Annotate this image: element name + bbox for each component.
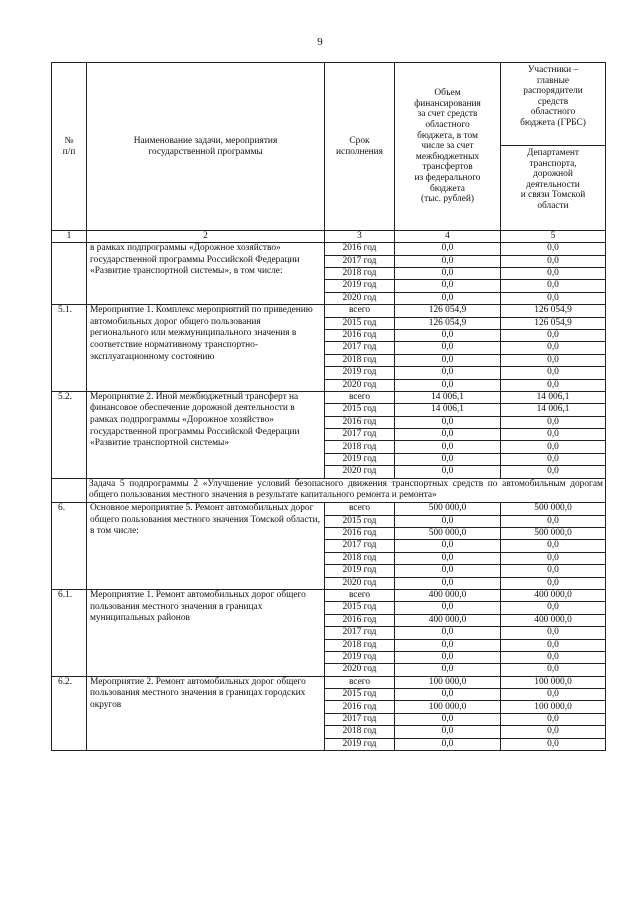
funding-cell: 0,0 [395, 515, 501, 527]
term-cell: 2019 год [325, 738, 395, 750]
funding-cell: 100 000,0 [395, 701, 501, 713]
term-cell: 2020 год [325, 466, 395, 478]
funding-cell: 0,0 [395, 627, 501, 639]
participant-cell: 14 006,1 [501, 391, 606, 403]
term-cell: 2019 год [325, 367, 395, 379]
funding-cell: 0,0 [395, 342, 501, 354]
participant-cell: 100 000,0 [501, 701, 606, 713]
term-cell: 2019 год [325, 651, 395, 663]
funding-cell: 0,0 [395, 565, 501, 577]
term-cell: 2016 год [325, 701, 395, 713]
table-row [52, 391, 606, 403]
participant-cell: 0,0 [501, 255, 606, 267]
funding-cell: 500 000,0 [395, 503, 501, 515]
funding-cell: 126 054,9 [395, 305, 501, 317]
participant-cell: 0,0 [501, 664, 606, 676]
participant-cell: 0,0 [501, 540, 606, 552]
term-cell: 2020 год [325, 577, 395, 589]
term-cell: 2016 год [325, 329, 395, 341]
funding-cell: 100 000,0 [395, 676, 501, 688]
funding-cell: 0,0 [395, 267, 501, 279]
term-cell: 2020 год [325, 292, 395, 304]
participant-cell: 0,0 [501, 453, 606, 465]
term-cell: всего [325, 676, 395, 688]
term-cell: 2018 год [325, 552, 395, 564]
participant-cell: 0,0 [501, 429, 606, 441]
program-table [51, 62, 606, 751]
term-cell: 2017 год [325, 713, 395, 725]
participant-cell: 400 000,0 [501, 614, 606, 626]
column-number: 2 [87, 231, 325, 243]
funding-cell: 126 054,9 [395, 317, 501, 329]
participant-cell: 0,0 [501, 466, 606, 478]
funding-cell: 0,0 [395, 416, 501, 428]
table-row [52, 305, 606, 317]
item-description: в рамках подпрограммы «Дорожное хозяйство» государственной программы Российской Федерации «Развитие транспортной системы», в том числе: [87, 243, 325, 305]
funding-cell: 0,0 [395, 602, 501, 614]
participant-cell: 0,0 [501, 552, 606, 564]
funding-cell: 0,0 [395, 292, 501, 304]
participant-cell: 0,0 [501, 416, 606, 428]
participant-cell: 0,0 [501, 602, 606, 614]
participant-cell: 500 000,0 [501, 528, 606, 540]
participant-cell: 0,0 [501, 651, 606, 663]
column-number: 4 [395, 231, 501, 243]
participant-cell: 0,0 [501, 577, 606, 589]
funding-cell: 14 006,1 [395, 404, 501, 416]
task-row [52, 478, 606, 503]
item-number: 6. [52, 503, 87, 590]
participant-cell: 126 054,9 [501, 305, 606, 317]
funding-cell: 400 000,0 [395, 589, 501, 601]
item-number [52, 243, 87, 305]
participant-cell: 0,0 [501, 342, 606, 354]
header-row [52, 63, 606, 146]
term-cell: 2016 год [325, 614, 395, 626]
participant-cell: 0,0 [501, 515, 606, 527]
term-cell: 2017 год [325, 627, 395, 639]
header-name: Наименование задачи, мероприятия государственной программы [87, 63, 325, 231]
participant-cell: 500 000,0 [501, 503, 606, 515]
term-cell: 2020 год [325, 379, 395, 391]
funding-cell: 0,0 [395, 639, 501, 651]
funding-cell: 0,0 [395, 466, 501, 478]
term-cell: 2017 год [325, 342, 395, 354]
term-cell: 2018 год [325, 354, 395, 366]
term-cell: всего [325, 503, 395, 515]
funding-cell: 500 000,0 [395, 528, 501, 540]
funding-cell: 0,0 [395, 577, 501, 589]
term-cell: 2015 год [325, 317, 395, 329]
funding-cell: 0,0 [395, 280, 501, 292]
funding-cell: 0,0 [395, 713, 501, 725]
funding-cell: 0,0 [395, 329, 501, 341]
participant-cell: 0,0 [501, 280, 606, 292]
participant-cell: 126 054,9 [501, 317, 606, 329]
participant-cell: 100 000,0 [501, 676, 606, 688]
participant-cell: 0,0 [501, 726, 606, 738]
term-cell: 2015 год [325, 689, 395, 701]
header-number: № п/п [52, 63, 87, 231]
column-number: 3 [325, 231, 395, 243]
participant-cell: 0,0 [501, 689, 606, 701]
participant-cell: 0,0 [501, 441, 606, 453]
participant-cell: 0,0 [501, 379, 606, 391]
term-cell: 2015 год [325, 404, 395, 416]
page-number: 9 [317, 36, 323, 48]
participant-cell: 0,0 [501, 565, 606, 577]
header-participants: Участники – главные распорядители средств областного бюджета (ГРБС) [501, 63, 606, 146]
term-cell: 2018 год [325, 639, 395, 651]
funding-cell: 0,0 [395, 726, 501, 738]
term-cell: 2015 год [325, 602, 395, 614]
funding-cell: 0,0 [395, 255, 501, 267]
table-row [52, 503, 606, 515]
item-number: 6.1. [52, 589, 87, 676]
funding-cell: 0,0 [395, 243, 501, 255]
item-description: Мероприятие 1. Комплекс мероприятий по приведению автомобильных дорог общего пользования регионального или межмуниципального значения в соответствие нормативному транспортно-эксплуатационному состоянию [87, 305, 325, 392]
term-cell: 2019 год [325, 453, 395, 465]
participant-cell: 400 000,0 [501, 589, 606, 601]
item-number: 5.2. [52, 391, 87, 478]
task-number-cell [52, 478, 87, 503]
column-number: 5 [501, 231, 606, 243]
participant-cell: 0,0 [501, 639, 606, 651]
term-cell: всего [325, 589, 395, 601]
term-cell: 2017 год [325, 255, 395, 267]
funding-cell: 0,0 [395, 651, 501, 663]
header-term: Срок исполнения [325, 63, 395, 231]
term-cell: 2020 год [325, 664, 395, 676]
term-cell: 2016 год [325, 243, 395, 255]
funding-cell: 0,0 [395, 738, 501, 750]
funding-cell: 14 006,1 [395, 391, 501, 403]
table-row [52, 589, 606, 601]
participant-cell: 0,0 [501, 267, 606, 279]
participant-cell: 0,0 [501, 367, 606, 379]
task-description: Задача 5 подпрограммы 2 «Улучшение условий безопасного движения транспортных средств по автомобильным дорогам общего пользования местного значения в результате капитального ремонта и ремонта» [87, 478, 606, 503]
funding-cell: 0,0 [395, 689, 501, 701]
header-funding: Объем финансирования за счет средств областного бюджета, в том числе за счет межбюджетных трансфертов из федерального бюджета (тыс. рублей) [395, 63, 501, 231]
funding-cell: 0,0 [395, 664, 501, 676]
term-cell: 2015 год [325, 515, 395, 527]
participant-cell: 0,0 [501, 243, 606, 255]
header-department: Департамент транспорта, дорожной деятельности и связи Томской области [501, 146, 606, 231]
column-number: 1 [52, 231, 87, 243]
participant-cell: 0,0 [501, 627, 606, 639]
term-cell: 2018 год [325, 441, 395, 453]
funding-cell: 0,0 [395, 552, 501, 564]
funding-cell: 0,0 [395, 354, 501, 366]
term-cell: 2019 год [325, 565, 395, 577]
funding-cell: 0,0 [395, 441, 501, 453]
participant-cell: 0,0 [501, 354, 606, 366]
participant-cell: 0,0 [501, 738, 606, 750]
term-cell: 2017 год [325, 540, 395, 552]
table-row [52, 676, 606, 688]
funding-cell: 400 000,0 [395, 614, 501, 626]
term-cell: 2019 год [325, 280, 395, 292]
table-row [52, 243, 606, 255]
funding-cell: 0,0 [395, 540, 501, 552]
column-numbers-row [52, 231, 606, 243]
funding-cell: 0,0 [395, 379, 501, 391]
participant-cell: 0,0 [501, 292, 606, 304]
funding-cell: 0,0 [395, 367, 501, 379]
funding-cell: 0,0 [395, 453, 501, 465]
term-cell: всего [325, 391, 395, 403]
item-number: 6.2. [52, 676, 87, 750]
term-cell: 2018 год [325, 267, 395, 279]
funding-cell: 0,0 [395, 429, 501, 441]
item-description: Мероприятие 1. Ремонт автомобильных дорог общего пользования местного значения в границах муниципальных районов [87, 589, 325, 676]
participant-cell: 0,0 [501, 713, 606, 725]
item-description: Мероприятие 2. Ремонт автомобильных дорог общего пользования местного значения в границах городских округов [87, 676, 325, 750]
participant-cell: 14 006,1 [501, 404, 606, 416]
term-cell: 2018 год [325, 726, 395, 738]
term-cell: всего [325, 305, 395, 317]
item-description: Основное мероприятие 5. Ремонт автомобильных дорог общего пользования местного значения Томской области, в том числе: [87, 503, 325, 590]
term-cell: 2016 год [325, 528, 395, 540]
item-number: 5.1. [52, 305, 87, 392]
item-description: Мероприятие 2. Иной межбюджетный трансферт на финансовое обеспечение дорожной деятельности в рамках подпрограммы «Дорожное хозяйство» государственной программы Российской Федерации «Развитие транспортной системы» [87, 391, 325, 478]
term-cell: 2017 год [325, 429, 395, 441]
participant-cell: 0,0 [501, 329, 606, 341]
term-cell: 2016 год [325, 416, 395, 428]
